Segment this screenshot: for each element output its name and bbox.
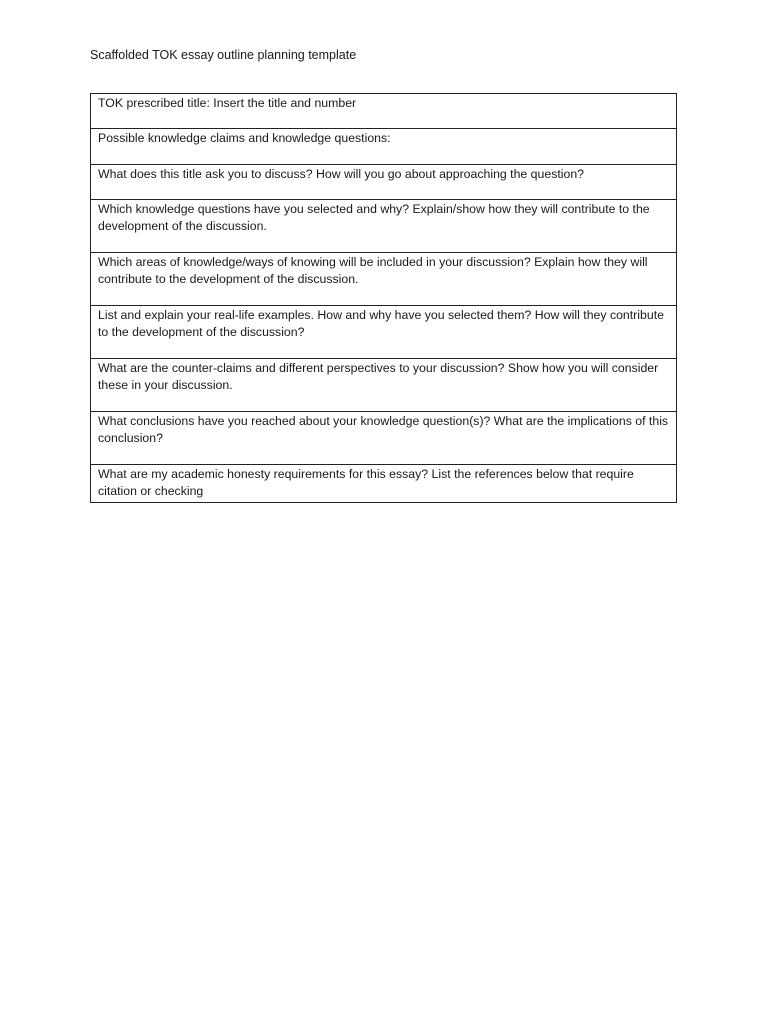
table-row <box>91 412 677 465</box>
table-cell: TOK prescribed title: Insert the title and number <box>91 94 677 129</box>
table-cell: Which knowledge questions have you selected and why? Explain/show how they will contribute to the development of the discussion. <box>91 200 677 253</box>
table-row <box>91 359 677 412</box>
table-cell: What are the counter-claims and different perspectives to your discussion? Show how you will consider these in your discussion. <box>91 359 677 412</box>
page-title: Scaffolded TOK essay outline planning template <box>90 48 357 62</box>
table-row <box>91 129 677 165</box>
table-row <box>91 253 677 306</box>
table-row <box>91 94 677 129</box>
table-cell: What does this title ask you to discuss? How will you go about approaching the question? <box>91 165 677 200</box>
table-cell: Which areas of knowledge/ways of knowing will be included in your discussion? Explain how they will contribute to the development of the discussion. <box>91 253 677 306</box>
table-row <box>91 165 677 200</box>
table-row <box>91 465 677 503</box>
table-cell: List and explain your real-life examples. How and why have you selected them? How will they contribute to the development of the discussion? <box>91 306 677 359</box>
table-cell: What conclusions have you reached about your knowledge question(s)? What are the implications of this conclusion? <box>91 412 677 465</box>
outline-table <box>90 93 677 503</box>
table-cell: Possible knowledge claims and knowledge questions: <box>91 129 677 165</box>
table-row <box>91 200 677 253</box>
table-cell: What are my academic honesty requirements for this essay? List the references below that require citation or checking <box>91 465 677 503</box>
table-row <box>91 306 677 359</box>
